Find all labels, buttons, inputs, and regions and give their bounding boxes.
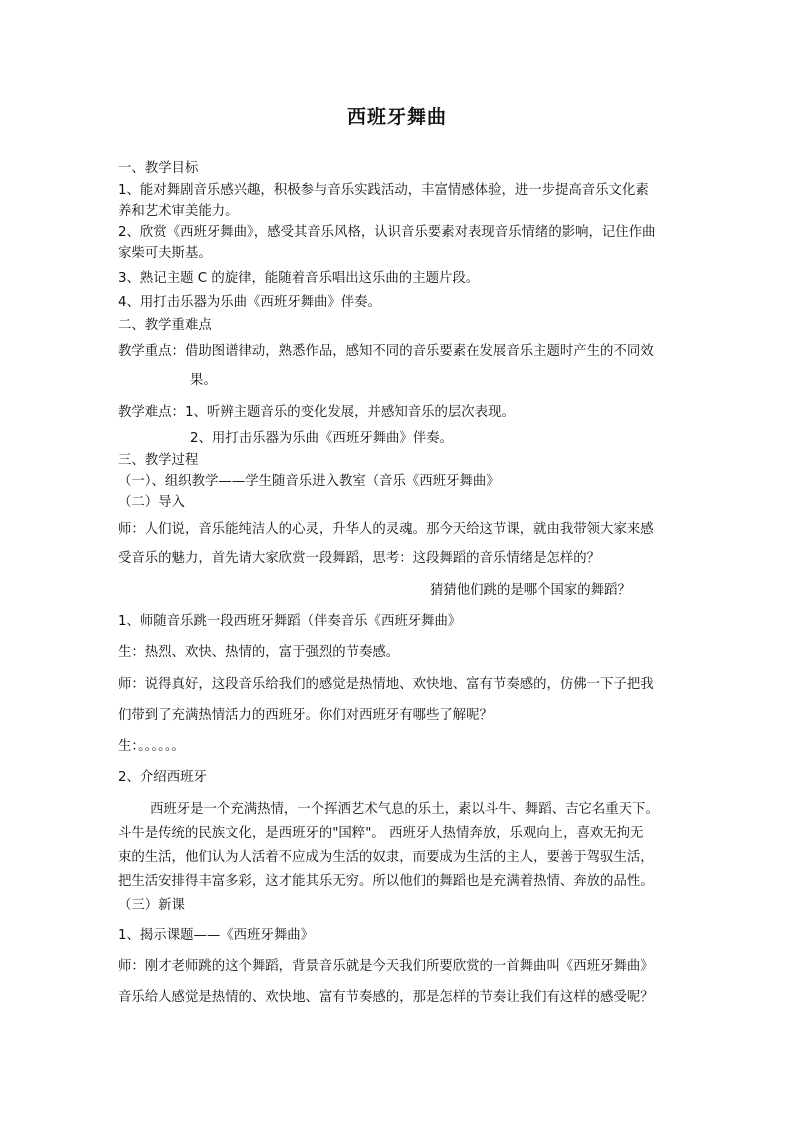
text-line: 教学重点：借助图谱律动，熟悉作品，感知不同的音乐要素在发展音乐主题时产生的不同效: [118, 344, 654, 359]
text-line: 受音乐的魅力，首先请大家欣赏一段舞蹈，思考：这段舞蹈的音乐情绪是怎样的？: [118, 551, 601, 566]
section-heading: （三）新课: [118, 898, 185, 913]
text-line: 1、揭示课题——《西班牙舞曲》: [118, 928, 314, 943]
text-line: 家柴可夫斯基。: [118, 246, 212, 261]
text-line: 生：。。。。。。: [118, 739, 185, 754]
paragraph-line: 把生活安排得丰富多彩，这才能其乐无穷。所以他们的舞蹈也是充满着热情、奔放的品性。: [118, 874, 654, 889]
text-line: 1、师随音乐跳一段西班牙舞蹈（伴奏音乐《西班牙舞曲》: [118, 614, 462, 629]
text-line: 4、用打击乐器为乐曲《西班牙舞曲》伴奏。: [118, 295, 381, 310]
text-line: 音乐给人感觉是热情的、欢快地、富有节奏感的，那是怎样的节奏让我们有这样的感受呢？: [118, 990, 654, 1005]
text-line: 师：人们说，音乐能纯洁人的心灵，升华人的灵魂。那今天给这节课，就由我带领大家来感: [118, 522, 654, 537]
paragraph-line: 斗牛是传统的民族文化，是西班牙的"国粹"。 西班牙人热情奔放，乐观向上，喜欢无拘无: [118, 826, 644, 841]
text-line: 猜猜他们跳的是哪个国家的舞蹈？: [430, 583, 631, 598]
text-line: 3、熟记主题 C 的旋律，能随着音乐唱出这乐曲的主题片段。: [118, 271, 480, 286]
text-line: 们带到了充满热情活力的西班牙。你们对西班牙有哪些了解呢？: [118, 708, 493, 723]
section-heading: 二、教学重难点: [118, 318, 212, 333]
text-line: 果。: [190, 373, 217, 388]
text-line: 教学难点：1、听辨主题音乐的变化发展，并感知音乐的层次表现。: [118, 405, 515, 420]
section-heading: 一、教学目标: [118, 161, 199, 176]
text-line: 师：说得真好，这段音乐给我们的感觉是热情地、欢快地、富有节奏感的，仿佛一下子把我: [118, 677, 654, 692]
section-heading: 三、教学过程: [118, 453, 199, 468]
paragraph-line: 束的生活，他们认为人活着不应成为生活的奴隶，而要成为生活的主人，要善于驾驭生活，: [118, 850, 654, 865]
text-line: 2、介绍西班牙: [118, 770, 207, 785]
text-line: 养和艺术审美能力。: [118, 204, 239, 219]
text-line: 2、用打击乐器为乐曲《西班牙舞曲》伴奏。: [190, 431, 453, 446]
text-line: 1、能对舞剧音乐感兴趣，积极参与音乐实践活动，丰富情感体验，进一步提高音乐文化素: [118, 183, 649, 198]
text-line: 2、欣赏《西班牙舞曲》，感受其音乐风格，认识音乐要素对表现音乐情绪的影响，记住作曲: [118, 225, 656, 240]
paragraph-line: 西班牙是一个充满热情，一个挥洒艺术气息的乐土，素以斗牛、舞蹈、吉它名重天下。: [150, 802, 659, 817]
text-line: 师：刚才老师跳的这个舞蹈，背景音乐就是今天我们所要欣赏的一首舞曲叫《西班牙舞曲》: [118, 959, 654, 974]
text-line: 生：热烈、欢快、热情的，富于强烈的节奏感。: [118, 645, 400, 660]
text-line: （一）、组织教学——学生随音乐进入教室（音乐《西班牙舞曲》: [118, 474, 500, 489]
text-line: （二）导入: [118, 495, 185, 510]
document-title: 西班牙舞曲: [346, 106, 447, 128]
